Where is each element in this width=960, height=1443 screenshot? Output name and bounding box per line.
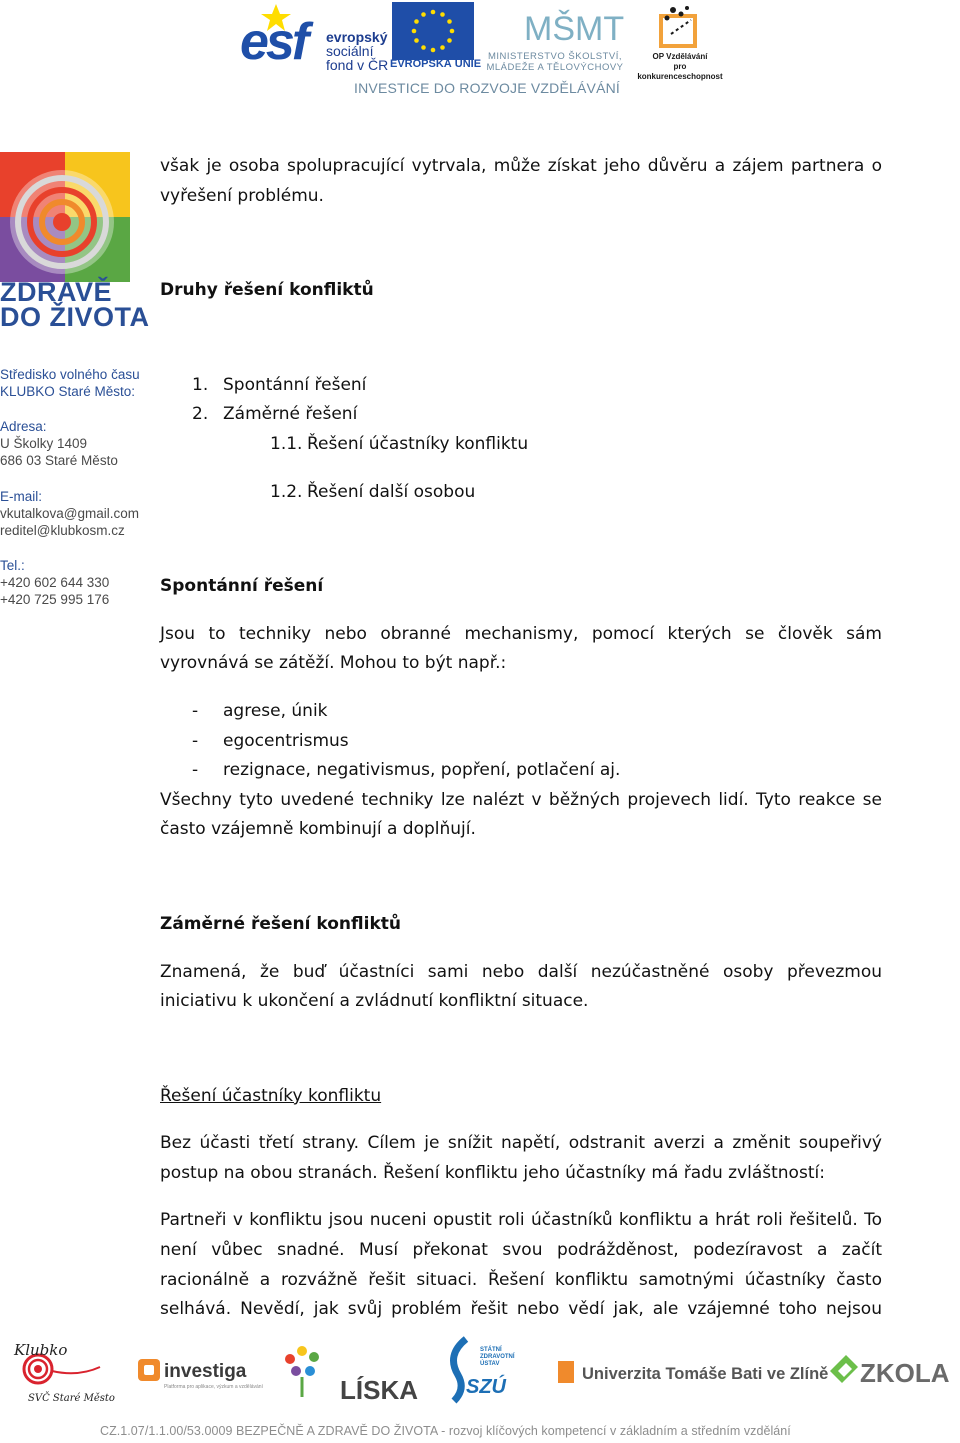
phone-number-2: +420 725 995 176 (0, 592, 110, 607)
logo-line-1: ZDRAVĚ (0, 277, 113, 307)
email-block (0, 488, 139, 539)
org-line-1: Středisko volného času (0, 367, 140, 382)
list-number: 2. (192, 404, 209, 425)
section-heading-zamerne: Záměrné řešení konfliktů (160, 913, 401, 934)
msmt-mark-text: MŠMT (524, 10, 625, 48)
ucastniky-paragraph-2: Partneři v konfliktu jsou nuceni opustit roli účastníků konfliktu a hrát roli řešitelů. To není vůbec snadné. Musí překonat svou podrážděnost, podezíravost a začít racionálně a rozvážně řešit situaci. Řešení konfliktu samotnými účastníky často selhává. Nevědí, jak svůj problém řešit nebo vědí jak, ale vzájemné toho nejsou (160, 1210, 882, 1320)
esf-line-3: fond v ČR (326, 57, 389, 73)
header-logo-strip (238, 0, 728, 100)
list-item (160, 430, 882, 460)
utb-wordmark: Univerzita Tomáše Bati ve Zlíně (582, 1365, 829, 1383)
esf-line-2: sociální (326, 43, 374, 59)
project-number-line: CZ.1.07/1.1.00/53.0009 BEZPEČNĚ A ZDRAVĚ DO ŽIVOTA - rozvoj klíčových kompetencí v základním a středním vzdělání (100, 1424, 791, 1438)
section-heading-spontanni: Spontánní řešení (160, 576, 324, 597)
szu-small-3: ÚSTAV (480, 1361, 500, 1367)
eu-star-icon (414, 19, 419, 24)
klubko-title: Klubko (14, 1341, 68, 1359)
spontanni-paragraph: Jsou to techniky nebo obranné mechanismy, pomocí kterých se člověk sám vyrovnává se zátěží. Mohou to být např.: (160, 623, 882, 674)
list-item (160, 478, 882, 508)
eu-star-icon (447, 19, 452, 24)
organization-name (0, 366, 140, 400)
bullet-list (160, 697, 882, 786)
klubko-subtitle: SVČ Staré Město (28, 1393, 115, 1404)
address-line-1: U Školky 1409 (0, 436, 88, 451)
esf-fund-name (326, 30, 388, 72)
esf-letters: esf (240, 13, 307, 71)
eu-star-icon (431, 48, 436, 53)
utb-logo-icon (556, 1357, 829, 1387)
szu-small-1: STÁTNÍ (480, 1347, 502, 1353)
list-number: 1. (192, 374, 209, 395)
eu-star-icon (447, 38, 452, 43)
spontanni-after-paragraph: Všechny tyto uvedené techniky lze nalézt v běžných projevech lidí. Tyto reakce se často vzájemně kombinují a doplňují. (160, 789, 882, 840)
liska-logo-icon (276, 1341, 418, 1405)
eu-star-icon (440, 12, 445, 17)
eu-star-icon (450, 29, 455, 34)
list-item-text: Spontánní řešení (223, 374, 367, 395)
op-line-1: OP Vzdělávání (652, 52, 708, 61)
msmt-line-1: MINISTERSTVO ŠKOLSTVÍ, (488, 51, 622, 62)
op-caption (632, 52, 728, 82)
logo-line-2: DO ŽIVOTA (0, 302, 150, 332)
zkola-wordmark: ZKOLA (860, 1358, 950, 1388)
investice-slogan: INVESTICE DO ROZVOJE VZDĚLÁVÁNÍ (354, 80, 621, 96)
phone-block (0, 557, 109, 608)
list-item (160, 400, 882, 430)
eu-star-icon (431, 10, 436, 15)
op-line-2: pro konkurenceschopnost (637, 62, 723, 81)
eu-caption: EVROPSKÁ UNIE (390, 58, 482, 70)
bullet-item: - rezignace, negativismus, popření, potlačení aj. (160, 756, 882, 786)
szu-wordmark: SZÚ (466, 1376, 506, 1398)
bullet-item: - agrese, únik (160, 697, 882, 727)
section-heading-druhy: Druhy řešení konfliktů (160, 280, 374, 301)
main-numbered-list (160, 371, 882, 507)
investiga-title: investiga (164, 1361, 247, 1382)
investiga-logo-icon (136, 1351, 263, 1393)
bullet-item: - egocentrismus (160, 727, 882, 757)
zdrave-do-zivota-logo-icon (0, 152, 130, 282)
zdrave-do-zivota-wordmark (0, 277, 150, 332)
szu-logo-icon (436, 1335, 518, 1407)
op-vzdelavani-logo-icon (651, 4, 707, 52)
eu-star-icon (412, 29, 417, 34)
eu-star-icon (414, 38, 419, 43)
list-item (160, 371, 882, 401)
msmt-logo-icon (520, 0, 625, 50)
address-block (0, 418, 118, 469)
email-link-2[interactable]: reditel@klubkosm.cz (0, 523, 125, 538)
eu-star-icon (421, 45, 426, 50)
eu-star-icon (421, 12, 426, 17)
liska-wordmark: LÍSKA (340, 1375, 418, 1405)
szu-small-2: ZDRAVOTNÍ (480, 1354, 515, 1360)
document-body (160, 152, 882, 1325)
footer-logo-strip (0, 1335, 960, 1410)
list-item-text: Záměrné řešení (223, 404, 358, 425)
sub-list-number: 1.2. (270, 481, 303, 502)
klubko-logo-icon (8, 1337, 115, 1407)
phone-number-1: +420 602 644 330 (0, 575, 110, 590)
email-label: E-mail: (0, 489, 43, 504)
intro-paragraph: však je osoba spolupracující vytrvala, může získat jeho důvěru a zájem partnera o vyřešení problému. (160, 156, 882, 206)
subsection-heading-ucastniky: Řešení účastníky konfliktu (160, 1085, 382, 1106)
zamerne-paragraph: Znamená, že buď účastníci sami nebo další nezúčastněné osoby převezmou iniciativu k ukončení a zvládnutí konfliktní situace. (160, 961, 882, 1012)
sub-list-number: 1.1. (270, 433, 303, 454)
msmt-caption (482, 51, 628, 73)
ucastniky-paragraph-1: Bez účasti třetí strany. Cílem je snížit napětí, odstranit averzi a změnit soupeřivý postup na obou stranách. Řešení konfliktu jeho účastníky má řadu zvláštností: (160, 1133, 882, 1183)
sub-list-item-text: Řešení účastníky konfliktu (307, 433, 529, 454)
sub-list-item-text: Řešení další osobou (307, 481, 476, 502)
address-label: Adresa: (0, 419, 47, 434)
eu-star-icon (440, 45, 445, 50)
zkola-logo-icon (828, 1353, 956, 1389)
org-line-2: KLUBKO Staré Město: (0, 384, 136, 399)
msmt-line-2: MLÁDEŽE A TĚLOVÝCHOVY (486, 62, 624, 73)
phone-label: Tel.: (0, 558, 25, 573)
email-link-1[interactable]: vkutalkova@gmail.com (0, 506, 140, 521)
esf-line-1: evropský (326, 29, 388, 45)
address-line-2: 686 03 Staré Město (0, 453, 118, 468)
eu-flag-icon (392, 2, 474, 60)
investiga-subtitle: Platforma pro aplikace, výzkum a vzdělávání (164, 1384, 263, 1390)
